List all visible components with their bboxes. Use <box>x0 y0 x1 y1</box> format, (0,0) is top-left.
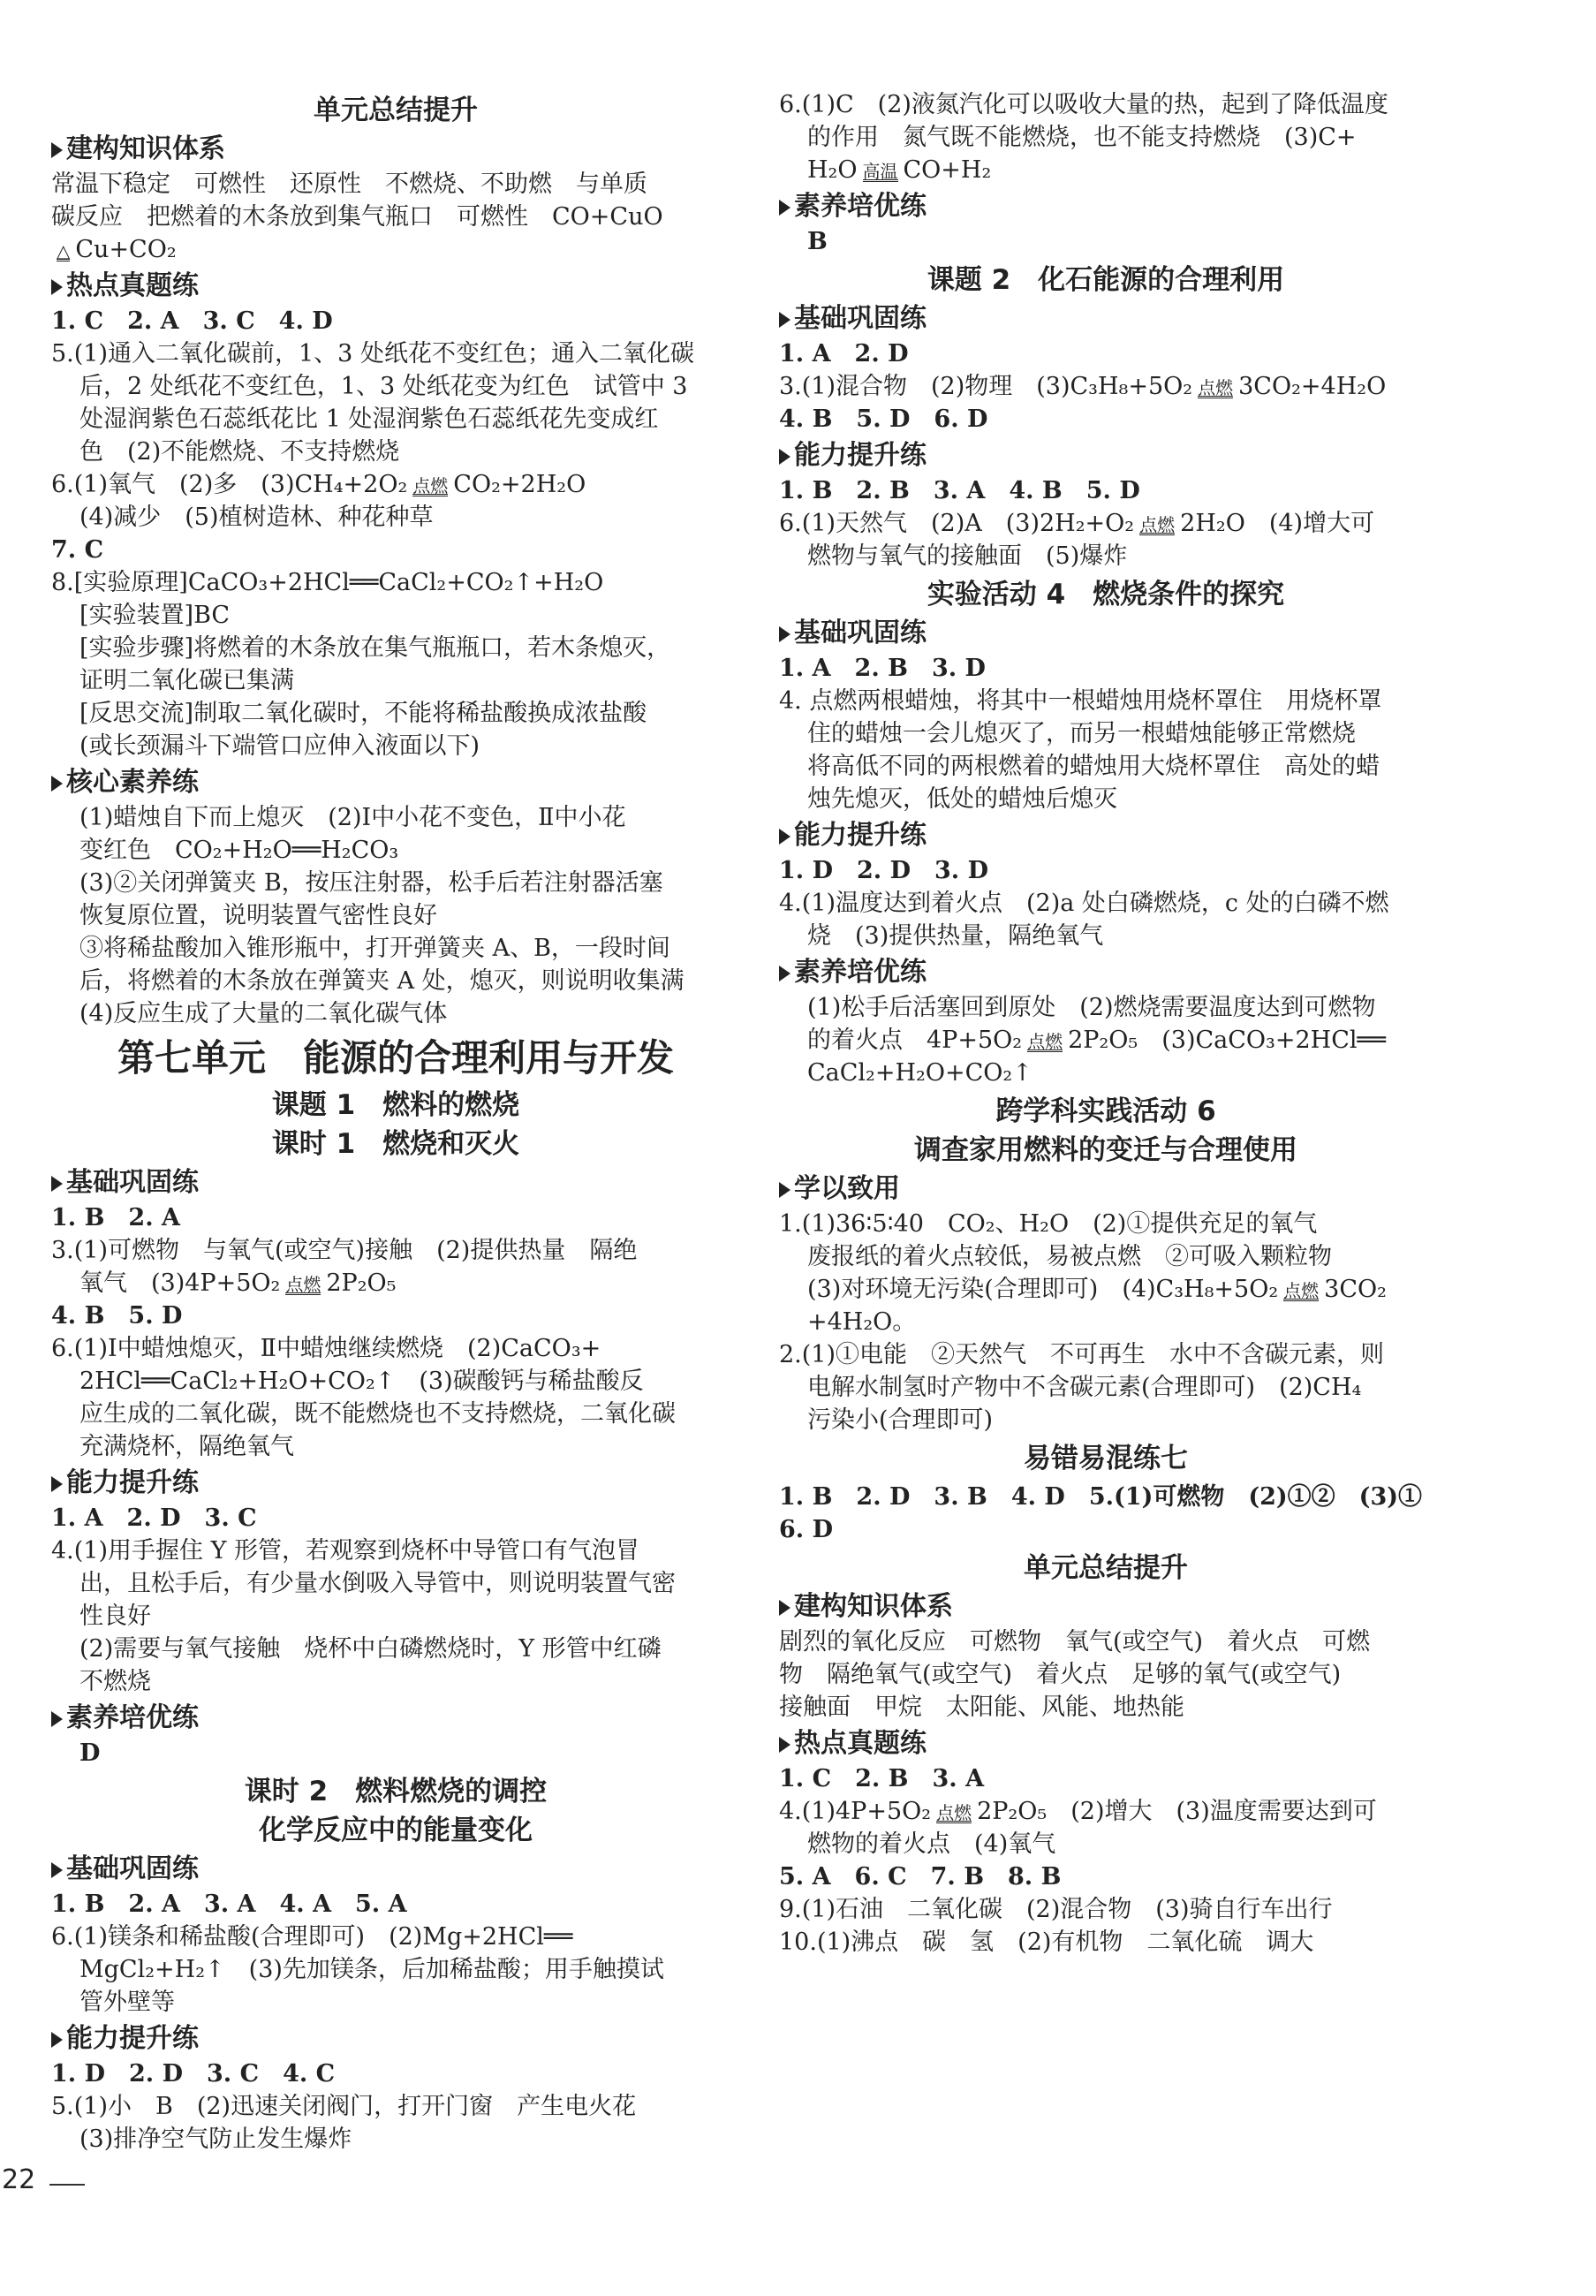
triangle-marker-icon <box>51 1862 63 1878</box>
answer-line: 管外壁等 <box>79 1989 175 2016</box>
subsection-heading: 建构知识体系 <box>779 1590 1433 1624</box>
answer-line: 4. 点燃两根蜡烛，将其中一根蜡烛用烧杯罩住 用烧杯罩 <box>779 687 1382 715</box>
answer-line: 污染小(合理即可) <box>807 1406 994 1434</box>
answer-line: 4. B 5. D 6. D <box>779 405 988 433</box>
answer-line: 电解水制氢时产物中不含碳元素(合理即可) (2)CH₄ <box>807 1374 1362 1401</box>
answer-line: 4.(1)4P+5O₂ 点燃 2P₂O₅ (2)增大 (3)温度需要达到可 <box>779 1798 1377 1825</box>
answer-line: 6.(1)氧气 (2)多 (3)CH₄+2O₂ 点燃 CO₂+2H₂O <box>51 471 586 498</box>
subsection-heading: 素养培优练 <box>779 190 1433 224</box>
answer-line: 充满烧杯，隔绝氧气 <box>79 1433 294 1460</box>
answer-line: (1)松手后活塞回到原处 (2)燃烧需要温度达到可燃物 <box>807 994 1376 1021</box>
period-title: 课时 2 燃料燃烧的调控 <box>244 1776 548 1807</box>
unit-title: 第七单元 能源的合理利用与开发 <box>117 1036 674 1080</box>
answer-line: △ Cu+CO₂ <box>51 233 740 266</box>
answer-line: 燃物的着火点 (4)氧气 <box>807 1830 1056 1858</box>
answer-line: 物 隔绝氧气(或空气) 着火点 足够的氧气(或空气) <box>779 1661 1342 1688</box>
answer-line: MgCl₂+H₂↑ (3)先加镁条，后加稀盐酸；用手触摸试 <box>79 1956 664 1983</box>
answer-line: 的着火点 4P+5O₂ 点燃 2P₂O₅ (3)CaCO₃+2HCl══ <box>807 1027 1387 1054</box>
answer-line: 变红色 CO₂+H₂O══H₂CO₃ <box>79 837 399 864</box>
page-number: 22 <box>2 2164 36 2195</box>
subsection-heading: 建构知识体系 <box>51 133 740 166</box>
reaction-condition: 点燃 <box>280 1277 326 1298</box>
answer-line: ③将稀盐酸加入锥形瓶中，打开弹簧夹 A、B，一段时间 <box>79 935 670 962</box>
triangle-marker-icon <box>51 2032 63 2048</box>
answer-line: 1. D 2. D 3. C 4. C <box>51 2060 336 2088</box>
subsection-heading: 素养培优练 <box>51 1701 740 1735</box>
answer-line: 1. A 2. D <box>779 340 909 368</box>
answer-line: 4.(1)用手握住 Y 形管，若观察到烧杯中导管口有气泡冒 <box>51 1537 639 1565</box>
answer-line: +4H₂O。 <box>807 1308 917 1336</box>
section-title: 单元总结提升 <box>1024 1552 1188 1584</box>
answer-line: 2HCl══CaCl₂+H₂O+CO₂↑ (3)碳酸钙与稀盐酸反 <box>79 1368 644 1395</box>
subsection-heading: 基础巩固练 <box>779 617 1433 650</box>
section-title: 单元总结提升 <box>314 95 478 126</box>
subsection-heading: 基础巩固练 <box>51 1853 740 1886</box>
reaction-condition: △ <box>51 243 75 264</box>
lesson-title: 实验活动 4 燃烧条件的探究 <box>927 579 1285 610</box>
answer-line: (4)反应生成了大量的二氧化碳气体 <box>79 1000 448 1027</box>
lesson-title: 易错易混练七 <box>1024 1443 1188 1474</box>
subsection-heading: 核心素养练 <box>51 766 740 799</box>
answer-line: 7. C <box>51 536 104 564</box>
subsection-heading: 热点真题练 <box>51 269 740 303</box>
answer-line: 1. B 2. B 3. A 4. B 5. D <box>779 477 1140 504</box>
answer-line: 碳反应 把燃着的木条放到集气瓶口 可燃性 CO+CuO <box>51 203 663 231</box>
answer-line: 证明二氧化碳已集满 <box>79 667 294 694</box>
triangle-marker-icon <box>51 1476 63 1492</box>
answer-line: 废报纸的着火点较低，易被点燃 ②可吸入颗粒物 <box>807 1243 1332 1270</box>
answer-line: D <box>79 1739 101 1767</box>
answer-line: 剧烈的氧化反应 可燃物 氧气(或空气) 着火点 可燃 <box>779 1628 1371 1656</box>
answer-line: 燃物与氧气的接触面 (5)爆炸 <box>807 542 1128 570</box>
answer-line: 6.(1)天然气 (2)A (3)2H₂+O₂ 点燃 2H₂O (4)增大可 <box>779 510 1375 537</box>
answer-line: [实验步骤]将燃着的木条放在集气瓶瓶口，若木条熄灭， <box>79 634 671 662</box>
answer-line: B <box>807 228 828 255</box>
subsection-heading: 热点真题练 <box>779 1727 1433 1761</box>
answer-line: 1. A 2. B 3. D <box>779 655 986 682</box>
reaction-condition: 点燃 <box>1022 1034 1068 1055</box>
triangle-marker-icon <box>779 449 790 465</box>
lesson-title: 课题 1 燃料的燃烧 <box>271 1089 520 1121</box>
answer-line: (3)对环境无污染(合理即可) (4)C₃H₈+5O₂ 点燃 3CO₂ <box>807 1276 1387 1303</box>
answer-line: (2)需要与氧气接触 烧杯中白磷燃烧时，Y 形管中红磷 <box>79 1635 662 1663</box>
page-number-rule <box>49 2184 85 2186</box>
answer-line: 1. D 2. D 3. D <box>779 857 989 884</box>
answer-line: 1. C 2. A 3. C 4. D <box>51 307 333 335</box>
answer-line: 应生成的二氧化碳，既不能燃烧也不支持燃烧，二氧化碳 <box>79 1400 676 1428</box>
reaction-condition: 点燃 <box>1192 380 1238 401</box>
triangle-marker-icon <box>779 312 790 328</box>
answer-line: 5. A 6. C 7. B 8. B <box>779 1863 1062 1891</box>
triangle-marker-icon <box>779 966 790 981</box>
answer-line: (3)②关闭弹簧夹 B，按压注射器，松手后若注射器活塞 <box>79 869 663 897</box>
answer-line: 3.(1)可燃物 与氧气(或空气)接触 (2)提供热量 隔绝 <box>51 1237 638 1264</box>
answer-line: 后，将燃着的木条放在弹簧夹 A 处，熄灭，则说明收集满 <box>79 967 685 995</box>
reaction-condition: 点燃 <box>407 478 453 499</box>
answer-line: 6.(1)镁条和稀盐酸(合理即可) (2)Mg+2HCl══ <box>51 1923 573 1951</box>
answer-line: 烧 (3)提供热量，隔绝氧气 <box>807 922 1104 950</box>
reaction-condition: 点燃 <box>1278 1283 1324 1304</box>
answer-line: 出，且松手后，有少量水倒吸入导管中，则说明装置气密 <box>79 1570 676 1597</box>
answer-line: (或长颈漏斗下端管口应伸入液面以下) <box>79 732 480 760</box>
answer-line: (1)蜡烛自下而上熄灭 (2)Ⅰ中小花不变色，Ⅱ中小花 <box>79 804 626 831</box>
answer-line: 住的蜡烛一会儿熄灭了，而另一根蜡烛能够正常燃烧 <box>807 720 1356 747</box>
triangle-marker-icon <box>51 1711 63 1727</box>
answer-line: 1. C 2. B 3. A <box>779 1765 985 1792</box>
subsection-heading: 能力提升练 <box>779 819 1433 852</box>
triangle-marker-icon <box>779 626 790 642</box>
answer-line: [实验装置]BC <box>79 602 231 629</box>
answer-line: 的作用 氮气既不能燃烧，也不能支持燃烧 (3)C+ <box>807 124 1357 151</box>
triangle-marker-icon <box>51 279 63 295</box>
subsection-heading: 能力提升练 <box>51 1466 740 1500</box>
subsection-heading: 能力提升练 <box>779 439 1433 473</box>
triangle-marker-icon <box>779 200 790 216</box>
answer-line: 6.(1)C (2)液氮汽化可以吸收大量的热，起到了降低温度 <box>779 91 1388 118</box>
lesson-title: 跨学科实践活动 6 <box>995 1095 1216 1127</box>
subsection-heading: 基础巩固练 <box>51 1166 740 1200</box>
answer-line: 色 (2)不能燃烧、不支持燃烧 <box>79 438 400 466</box>
subsection-heading: 素养培优练 <box>779 956 1433 989</box>
period-title: 课时 1 燃烧和灭火 <box>271 1128 520 1160</box>
right-column <box>779 88 1433 1959</box>
answer-line: 1. B 2. A <box>51 1204 180 1231</box>
answer-line: 5.(1)通入二氧化碳前，1、3 处纸花不变红色；通入二氧化碳 <box>51 340 694 368</box>
answer-line: 接触面 甲烷 太阳能、风能、地热能 <box>779 1694 1184 1721</box>
answer-line: 4. B 5. D <box>51 1302 183 1330</box>
answer-line: 5.(1)小 B (2)迅速关闭阀门，打开门窗 产生电火花 <box>51 2093 637 2120</box>
lesson-title: 课题 2 化石能源的合理利用 <box>927 264 1285 296</box>
subsection-heading: 能力提升练 <box>51 2022 740 2056</box>
answer-line: CaCl₂+H₂O+CO₂↑ <box>807 1059 1032 1087</box>
answer-line: 恢复原位置，说明装置气密性良好 <box>79 902 437 929</box>
answer-line: (3)排净空气防止发生爆炸 <box>79 2126 352 2153</box>
answer-line: 氧气 (3)4P+5O₂ 点燃 2P₂O₅ <box>79 1269 397 1297</box>
answer-line: 烛先熄灭，低处的蜡烛后熄灭 <box>807 785 1117 813</box>
answer-line: 6.(1)Ⅰ中蜡烛熄灭，Ⅱ中蜡烛继续燃烧 (2)CaCO₃+ <box>51 1335 601 1362</box>
triangle-marker-icon <box>779 1737 790 1753</box>
left-column <box>51 88 740 2156</box>
answer-line: 处湿润紫色石蕊纸花比 1 处湿润紫色石蕊纸花先变成红 <box>79 405 659 433</box>
lesson-title: 调查家用燃料的变迁与合理使用 <box>914 1134 1297 1166</box>
subsection-heading: 学以致用 <box>779 1172 1433 1206</box>
triangle-marker-icon <box>51 776 63 792</box>
answer-line: 3.(1)混合物 (2)物理 (3)C₃H₈+5O₂ 点燃 3CO₂+4H₂O <box>779 373 1387 400</box>
answer-line: 将高低不同的两根燃着的蜡烛用大烧杯罩住 高处的蜡 <box>807 753 1380 780</box>
answer-line: 6. D <box>779 1516 834 1543</box>
reaction-condition: 点燃 <box>931 1805 977 1826</box>
answer-line: 1. B 2. A 3. A 4. A 5. A <box>51 1891 407 1918</box>
reaction-condition: 高温 <box>858 163 904 185</box>
answer-line: 9.(1)石油 二氧化碳 (2)混合物 (3)骑自行车出行 <box>779 1896 1333 1923</box>
reaction-condition: 点燃 <box>1134 517 1180 538</box>
triangle-marker-icon <box>51 142 63 158</box>
answer-line: [反思交流]制取二氧化碳时，不能将稀盐酸换成浓盐酸 <box>79 700 647 727</box>
answer-line: 常温下稳定 可燃性 还原性 不燃烧、不助燃 与单质 <box>51 170 647 198</box>
answer-line: 后，2 处纸花不变红色，1、3 处纸花变为红色 试管中 3 <box>79 373 688 400</box>
answer-line: H₂O 高温 CO+H₂ <box>807 156 992 184</box>
triangle-marker-icon <box>779 1182 790 1198</box>
answer-line: 1. A 2. D 3. C <box>51 1504 257 1532</box>
answer-line: 1.(1)36∶5∶40 CO₂、H₂O (2)①提供充足的氧气 <box>779 1210 1318 1238</box>
period-title: 化学反应中的能量变化 <box>259 1815 533 1846</box>
answer-line: 10.(1)沸点 碳 氢 (2)有机物 二氧化硫 调大 <box>779 1928 1314 1956</box>
triangle-marker-icon <box>779 1600 790 1616</box>
answer-line: (4)减少 (5)植树造林、种花种草 <box>79 504 434 531</box>
answer-line: 性良好 <box>79 1603 151 1630</box>
subsection-heading: 基础巩固练 <box>779 302 1433 336</box>
answer-line: 1. B 2. D 3. B 4. D 5.(1)可燃物 (2)①② (3)① <box>779 1483 1423 1511</box>
answer-line: 不燃烧 <box>79 1668 151 1695</box>
triangle-marker-icon <box>779 829 790 845</box>
triangle-marker-icon <box>51 1176 63 1192</box>
answer-line: 8.[实验原理]CaCO₃+2HCl══CaCl₂+CO₂↑+H₂O <box>51 569 604 596</box>
answer-line: 2.(1)①电能 ②天然气 不可再生 水中不含碳元素，则 <box>779 1341 1385 1368</box>
answer-line: 4.(1)温度达到着火点 (2)a 处白磷燃烧，c 处的白磷不燃 <box>779 890 1389 917</box>
